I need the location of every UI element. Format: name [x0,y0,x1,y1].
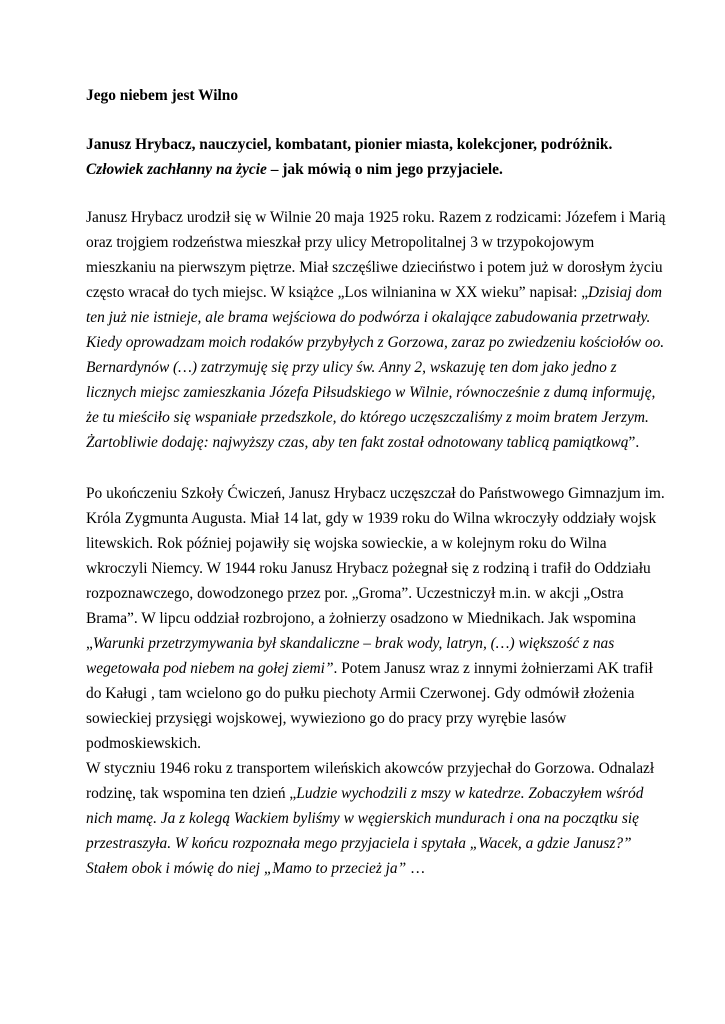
p3-line-4: przestraszyła. W końcu rozpoznała mego przyjaciela i spytała „Wacek, a gdzie Janusz?” [86,835,632,852]
p3-line-2 [86,785,643,803]
intro-italic: Człowiek zachłanny na życie [86,161,267,178]
p2-line-9: do Kaługi , tam wcielono go do pułku piechoty Armii Czerwonej. Gdy odmówił złożenia [86,685,635,702]
p2-line-8 [86,660,653,678]
p1-line-6: Kiedy oprowadzam moich rodaków przybyłych z Gorzowa, zaraz po zwiedzeniu kościołów oo. [86,334,665,351]
intro-line-1: Janusz Hrybacz, nauczyciel, kombatant, pionier miasta, kolekcjoner, podróżnik. [86,136,613,153]
p2-line-10: sowieckiej przysięgi wojskowej, wywieziono go do pracy przy wyrębie lasów [86,710,567,727]
intro-line-2 [86,161,503,179]
p1-line-7: Bernardynów (…) zatrzymuję się przy ulicy św. Anny 2, wskazuję ten dom jako jedno z [86,359,617,376]
p3-line-5 [86,860,425,878]
p1-line-2: oraz trojgiem rodzeństwa mieszkał przy ulicy Metropolitalnej 3 w trzypokojowym [86,234,595,251]
intro-rest: – jak mówią o nim jego przyjaciele. [266,161,503,178]
p2-line-8-normal: . Potem Janusz wraz z innymi żołnierzami AK trafił [333,660,653,677]
p1-line-3: mieszkaniu na pierwszym piętrze. Miał szczęśliwe dzieciństwo i potem już w dorosłym życiu [86,259,663,276]
p2-line-5: rozpoznawczego, dowodzonego przez por. „Groma”. Uczestniczył m.in. w akcji „Ostra [86,585,624,602]
p1-line-8: licznych miejsc zamieszkania Józefa Piłsudskiego w Wilnie, równocześnie z dumą informuję, [86,384,656,401]
p1-line-10-end: ”. [628,434,640,451]
p1-line-10-italic: Żartobliwie dodaję: najwyższy czas, aby ten fakt został odnotowany tablicą pamiątkową [86,434,629,451]
p1-line-9: że tu mieściło się wspaniałe przedszkole, do którego uczęszczaliśmy z moim bratem Jerzym. [86,409,649,426]
p1-line-10 [86,434,639,452]
p3-line-1: W styczniu 1946 roku z transportem wileńskich akowców przyjechał do Gorzowa. Odnalazł [86,760,655,777]
p3-line-2-italic: Ludzie wychodzili z mszy w katedrze. Zobaczyłem wśród [296,785,644,802]
p1-line-4-italic: Dzisiaj dom [588,284,663,301]
p2-line-4: wkroczyli Niemcy. W 1944 roku Janusz Hrybacz pożegnał się z rodziną i trafił do Oddziału [86,560,651,577]
p3-line-5-italic: Stałem obok i mówię do niej „Mamo to przecież ja” [86,860,407,877]
p2-line-8-italic: wegetowała pod niebem na gołej ziemi” [86,660,334,677]
p3-line-5-normal: … [406,860,426,877]
p2-line-6: Brama”. W lipcu oddział rozbrojono, a żołnierzy osadzono w Miednikach. Jak wspomina [86,610,636,627]
p1-line-1: Janusz Hrybacz urodził się w Wilnie 20 maja 1925 roku. Razem z rodzicami: Józefem i Marią [86,209,666,226]
p1-line-5: ten już nie istnieje, ale brama wejściowa do podwórza i okalające zabudowania przetrwały. [86,309,651,326]
p2-line-7-italic: Warunki przetrzymywania był skandaliczne – brak wody, latryn, (…) większość z nas [92,635,615,652]
p3-line-2-normal: rodzinę, tak wspomina ten dzień „ [86,785,297,802]
p1-line-4 [86,284,662,302]
p2-line-2: Króla Zygmunta Augusta. Miał 14 lat, gdy w 1939 roku do Wilna wkroczyły oddziały wojsk [86,510,657,527]
p1-line-4-normal: często wracał do tych miejsc. W książce „Los wilnianina w XX wieku” napisał: „ [86,284,589,301]
p2-line-7 [86,635,614,653]
p2-line-7-normal: „ [86,635,93,652]
p2-line-11: podmoskiewskich. [86,735,201,752]
p3-line-3: nich mamę. Ja z kolegą Wackiem byliśmy w węgierskich mundurach i ona na początku się [86,810,639,827]
p2-line-3: litewskich. Rok później pojawiły się wojska sowieckie, a w kolejnym roku do Wilna [86,535,607,552]
document-title: Jego niebem jest Wilno [86,87,239,104]
p2-line-1: Po ukończeniu Szkoły Ćwiczeń, Janusz Hrybacz uczęszczał do Państwowego Gimnazjum im. [86,485,665,502]
